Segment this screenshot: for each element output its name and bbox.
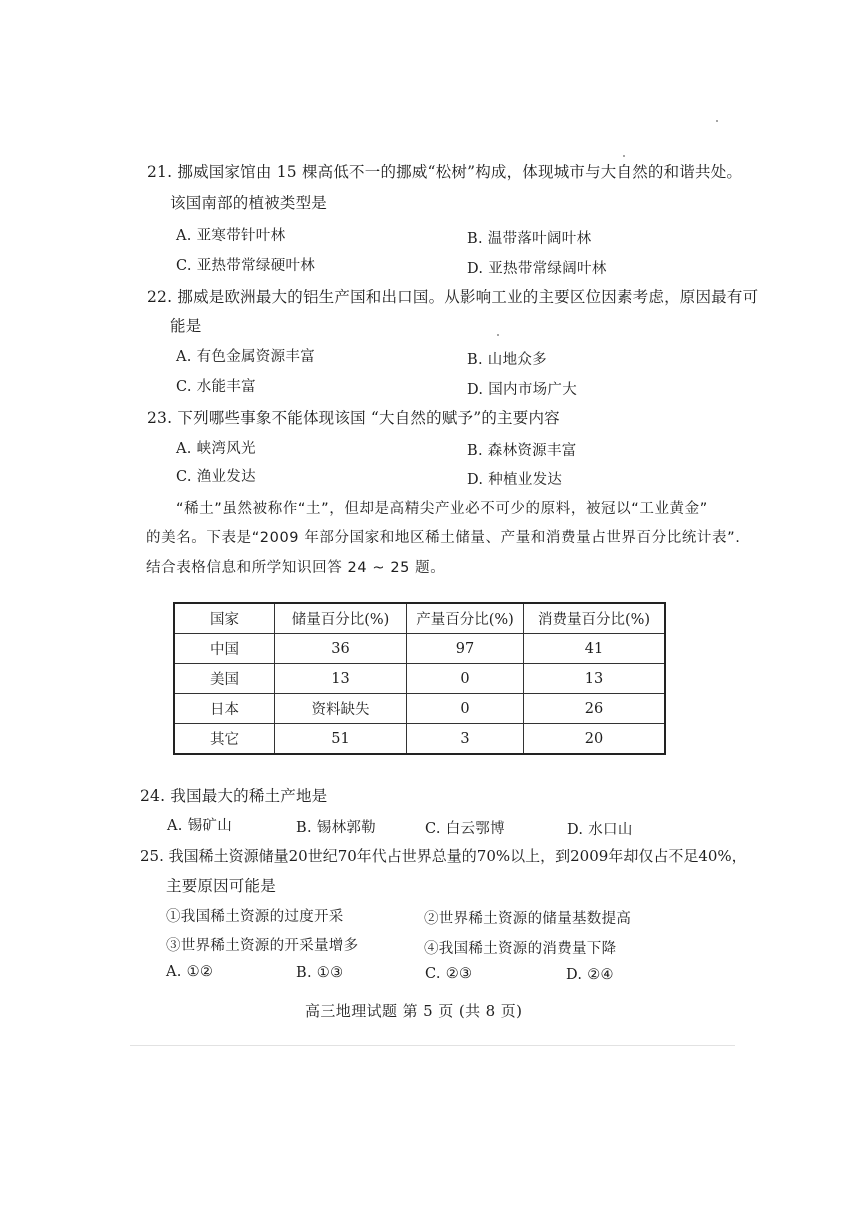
table-row [174, 724, 665, 755]
q25-option-d: D. ②④ [566, 967, 614, 983]
intro-line2: 的美名。下表是“2009 年部分国家和地区稀土储量、产量和消费量占世界百分比统计表”. [146, 530, 741, 546]
table-header-cell: 消费量百分比(%) [524, 603, 666, 634]
page-divider [130, 1045, 735, 1046]
q23-option-b: B. 森林资源丰富 [467, 443, 577, 459]
q23-stem-line1: 23. 下列哪些事象不能体现该国 “大自然的赋予”的主要内容 [147, 409, 560, 427]
table-header-cell: 储量百分比(%) [275, 603, 407, 634]
q25-statement-2: ②世界稀土资源的储量基数提高 [424, 911, 632, 927]
q25-stem-line2: 主要原因可能是 [166, 877, 276, 895]
intro-line3: 结合表格信息和所学知识回答 24 ~ 25 题。 [146, 560, 446, 576]
q23-option-a: A. 峡湾风光 [176, 441, 256, 457]
q25-statement-3: ③世界稀土资源的开采量增多 [166, 938, 359, 954]
q21-option-d: D. 亚热带常绿阔叶林 [467, 261, 607, 277]
q22-option-c: C. 水能丰富 [176, 379, 256, 395]
table-cell: 13 [275, 664, 407, 694]
table-row [174, 694, 665, 724]
q21-option-c: C. 亚热带常绿硬叶林 [176, 258, 316, 274]
q24-option-b: B. 锡林郭勒 [296, 820, 376, 836]
table-cell: 13 [524, 664, 666, 694]
table-cell: 51 [275, 724, 407, 755]
scan-speck [497, 334, 499, 336]
q23-option-c: C. 渔业发达 [176, 469, 256, 485]
q25-option-a: A. ①② [166, 964, 214, 980]
intro-line1: “稀土”虽然被称作“土”，但却是高精尖产业必不可少的原料，被冠以“工业黄金” [176, 501, 708, 517]
table-cell: 20 [524, 724, 666, 755]
table-cell: 0 [407, 664, 524, 694]
q21-option-a: A. 亚寒带针叶林 [176, 228, 286, 244]
q25-statement-4: ④我国稀土资源的消费量下降 [424, 941, 617, 957]
table-row [174, 664, 665, 694]
q24-option-d: D. 水口山 [567, 822, 633, 838]
table-cell: 36 [275, 634, 407, 664]
q22-option-b: B. 山地众多 [467, 352, 547, 368]
table-cell: 资料缺失 [275, 694, 407, 724]
q21-stem-line2: 该国南部的植被类型是 [170, 194, 328, 212]
q25-option-c: C. ②③ [425, 966, 473, 982]
q22-option-a: A. 有色金属资源丰富 [176, 349, 315, 365]
table-cell: 0 [407, 694, 524, 724]
table-cell: 美国 [174, 664, 275, 694]
q25-statement-1: ①我国稀土资源的过度开采 [166, 909, 344, 925]
table-cell: 中国 [174, 634, 275, 664]
q21-option-b: B. 温带落叶阔叶林 [467, 231, 592, 247]
table-header-cell: 产量百分比(%) [407, 603, 524, 634]
q25-option-b: B. ①③ [296, 965, 344, 981]
q24-option-a: A. 锡矿山 [167, 818, 232, 834]
table-cell: 其它 [174, 724, 275, 755]
q23-option-d: D. 种植业发达 [467, 472, 563, 488]
table-header-row [174, 603, 665, 634]
q22-stem-line2: 能是 [170, 317, 202, 335]
table-cell: 日本 [174, 694, 275, 724]
q24-stem-line1: 24. 我国最大的稀土产地是 [140, 787, 328, 805]
table-cell: 41 [524, 634, 666, 664]
scan-speck [716, 120, 718, 122]
table-cell: 97 [407, 634, 524, 664]
scan-speck [623, 155, 625, 157]
q22-stem-line1: 22. 挪威是欧洲最大的铝生产国和出口国。从影响工业的主要区位因素考虑，原因最有可 [147, 288, 759, 306]
table-row [174, 634, 665, 664]
q22-option-d: D. 国内市场广大 [467, 382, 578, 398]
q25-stem-line1: 25. 我国稀土资源储量20世纪70年代占世界总量的70%以上，到2009年却仅占不足40%， [140, 847, 747, 865]
page-footer: 高三地理试题 第 5 页 (共 8 页) [305, 1002, 523, 1020]
q21-stem-line1: 21. 挪威国家馆由 15 棵高低不一的挪威“松树”构成，体现城市与大自然的和谐共处。 [147, 163, 743, 181]
table-cell: 26 [524, 694, 666, 724]
table-header-cell: 国家 [174, 603, 275, 634]
rare-earth-stats-table [173, 602, 666, 755]
q24-option-c: C. 白云鄂博 [425, 821, 505, 837]
table-cell: 3 [407, 724, 524, 755]
